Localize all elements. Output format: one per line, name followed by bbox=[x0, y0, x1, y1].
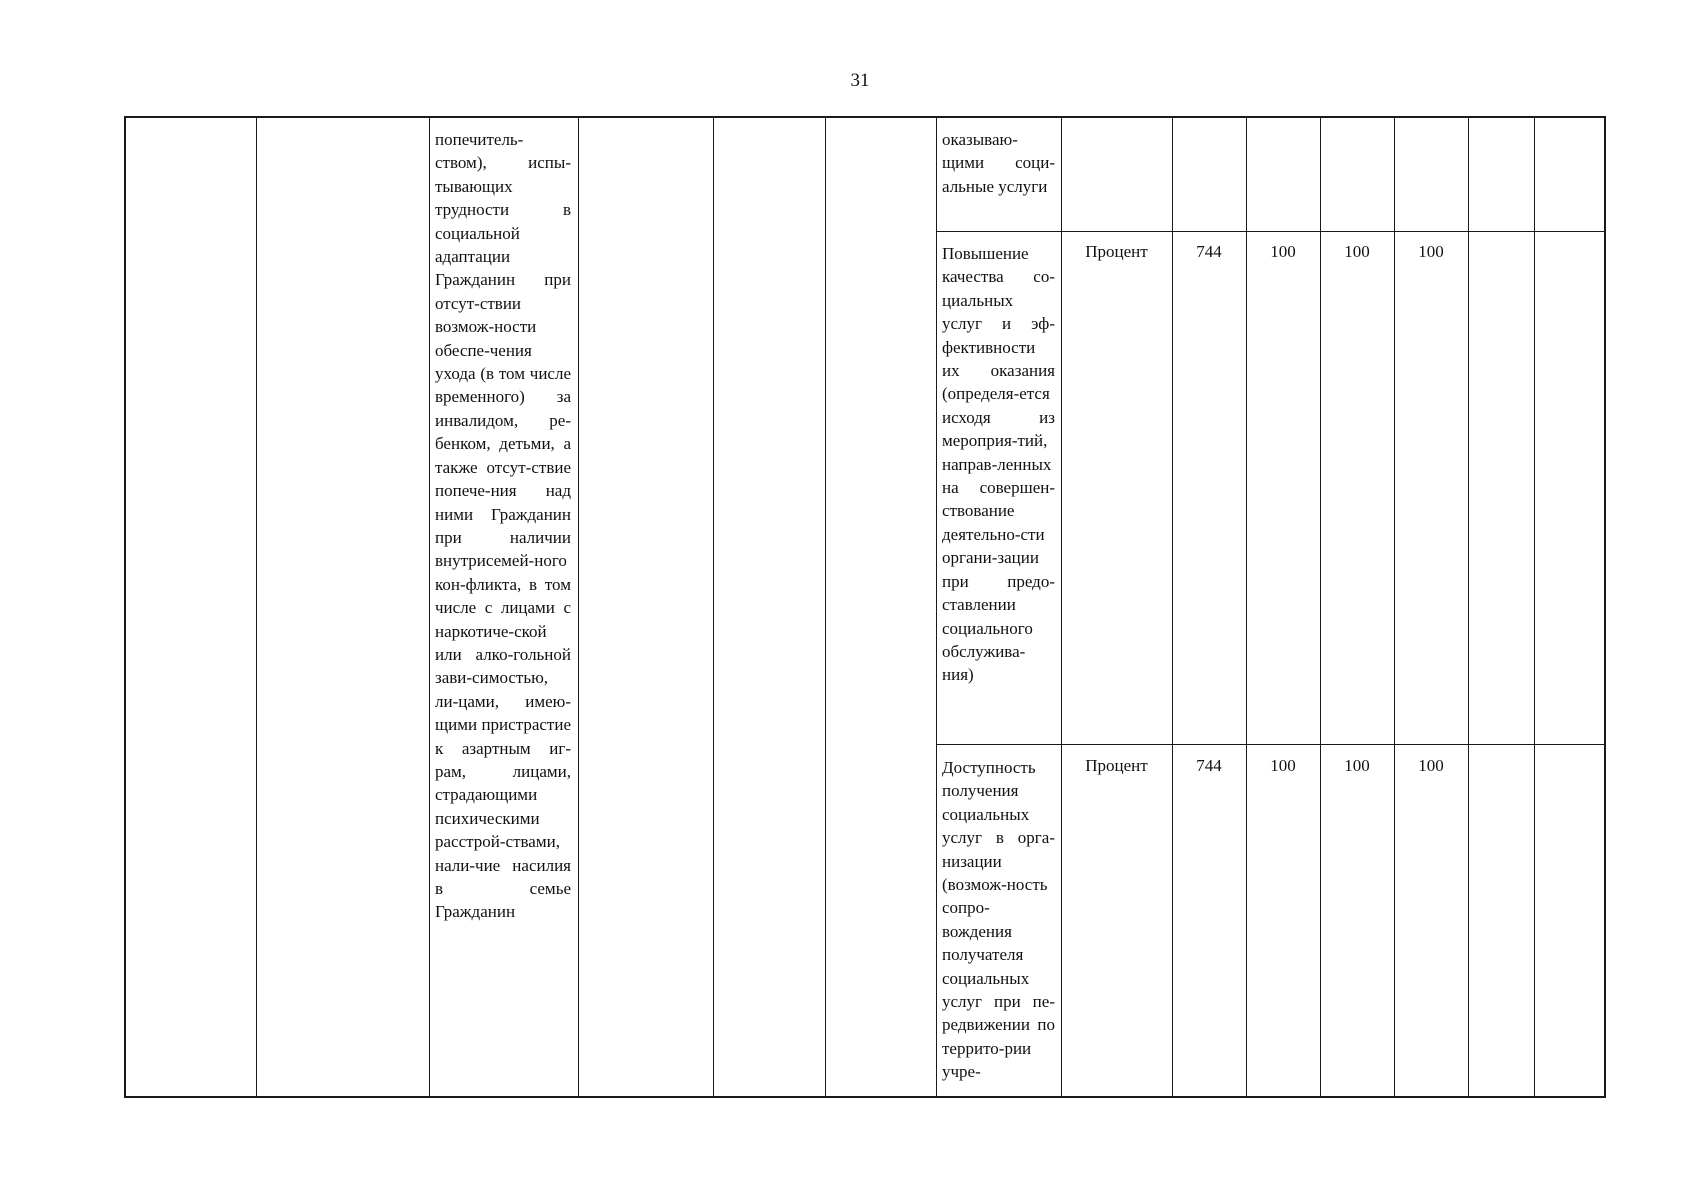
okei-code-cell: 744 bbox=[1196, 242, 1222, 261]
value-cell: 100 bbox=[1418, 242, 1444, 261]
value-cell: 100 bbox=[1418, 756, 1444, 775]
value-cell: 100 bbox=[1344, 756, 1370, 775]
value-cell: 100 bbox=[1270, 756, 1296, 775]
column-divider bbox=[256, 118, 257, 1096]
column-divider bbox=[713, 118, 714, 1096]
column-divider bbox=[936, 118, 937, 1096]
value-cell: 100 bbox=[1270, 242, 1296, 261]
column-divider bbox=[1172, 118, 1173, 1096]
beneficiary-category-text: попечитель-ством), испы-тывающих трудности в социальной адаптации Гражданин при отсут-ствии возмож-ности обеспе-чения ухода (в том числе временного) за инвалидом, ре-бенком, детьми, а также отсут-ствие попече-ния над ними Гражданин при наличии внутрисемей-ного кон-фликта, в том числе с лицами с наркотиче-ской или алко-гольной зави-симостью, ли-цами, имею-щими пристрастие к азартным иг-рам, лицами, страдающими психическими расстрой-ствами, нали-чие насилия в семье Гражданин bbox=[435, 130, 571, 922]
unit-cell: Процент bbox=[1085, 756, 1148, 775]
indicator-name: оказываю-щими соци-альные услуги bbox=[942, 130, 1055, 196]
value-cell: 100 bbox=[1344, 242, 1370, 261]
column-divider bbox=[1534, 118, 1535, 1096]
column-divider bbox=[825, 118, 826, 1096]
page-number: 31 bbox=[850, 70, 870, 91]
unit-cell: Процент bbox=[1085, 242, 1148, 261]
column-divider bbox=[578, 118, 579, 1096]
indicator-name: Доступность получения социальных услуг в орга-низации (возмож-ность сопро-вождения получателя социальных услуг при пе-редвижении по террито-рии учре- bbox=[942, 758, 1055, 1082]
row-divider bbox=[936, 231, 1604, 232]
row-divider bbox=[936, 744, 1604, 745]
okei-code-cell: 744 bbox=[1196, 756, 1222, 775]
column-divider bbox=[1394, 118, 1395, 1096]
column-divider bbox=[1320, 118, 1321, 1096]
column-divider bbox=[1468, 118, 1469, 1096]
indicator-name: Повышение качества со-циальных услуг и эф-фективности их оказания (определя-ется исходя из мероприя-тий, направ-ленных на совершен-ствование деятельно-сти органи-зации при предо-ставлении социального обслужива-ния) bbox=[942, 244, 1055, 685]
column-divider bbox=[1061, 118, 1062, 1096]
services-table bbox=[124, 116, 1606, 1098]
column-divider bbox=[1246, 118, 1247, 1096]
column-divider bbox=[429, 118, 430, 1096]
